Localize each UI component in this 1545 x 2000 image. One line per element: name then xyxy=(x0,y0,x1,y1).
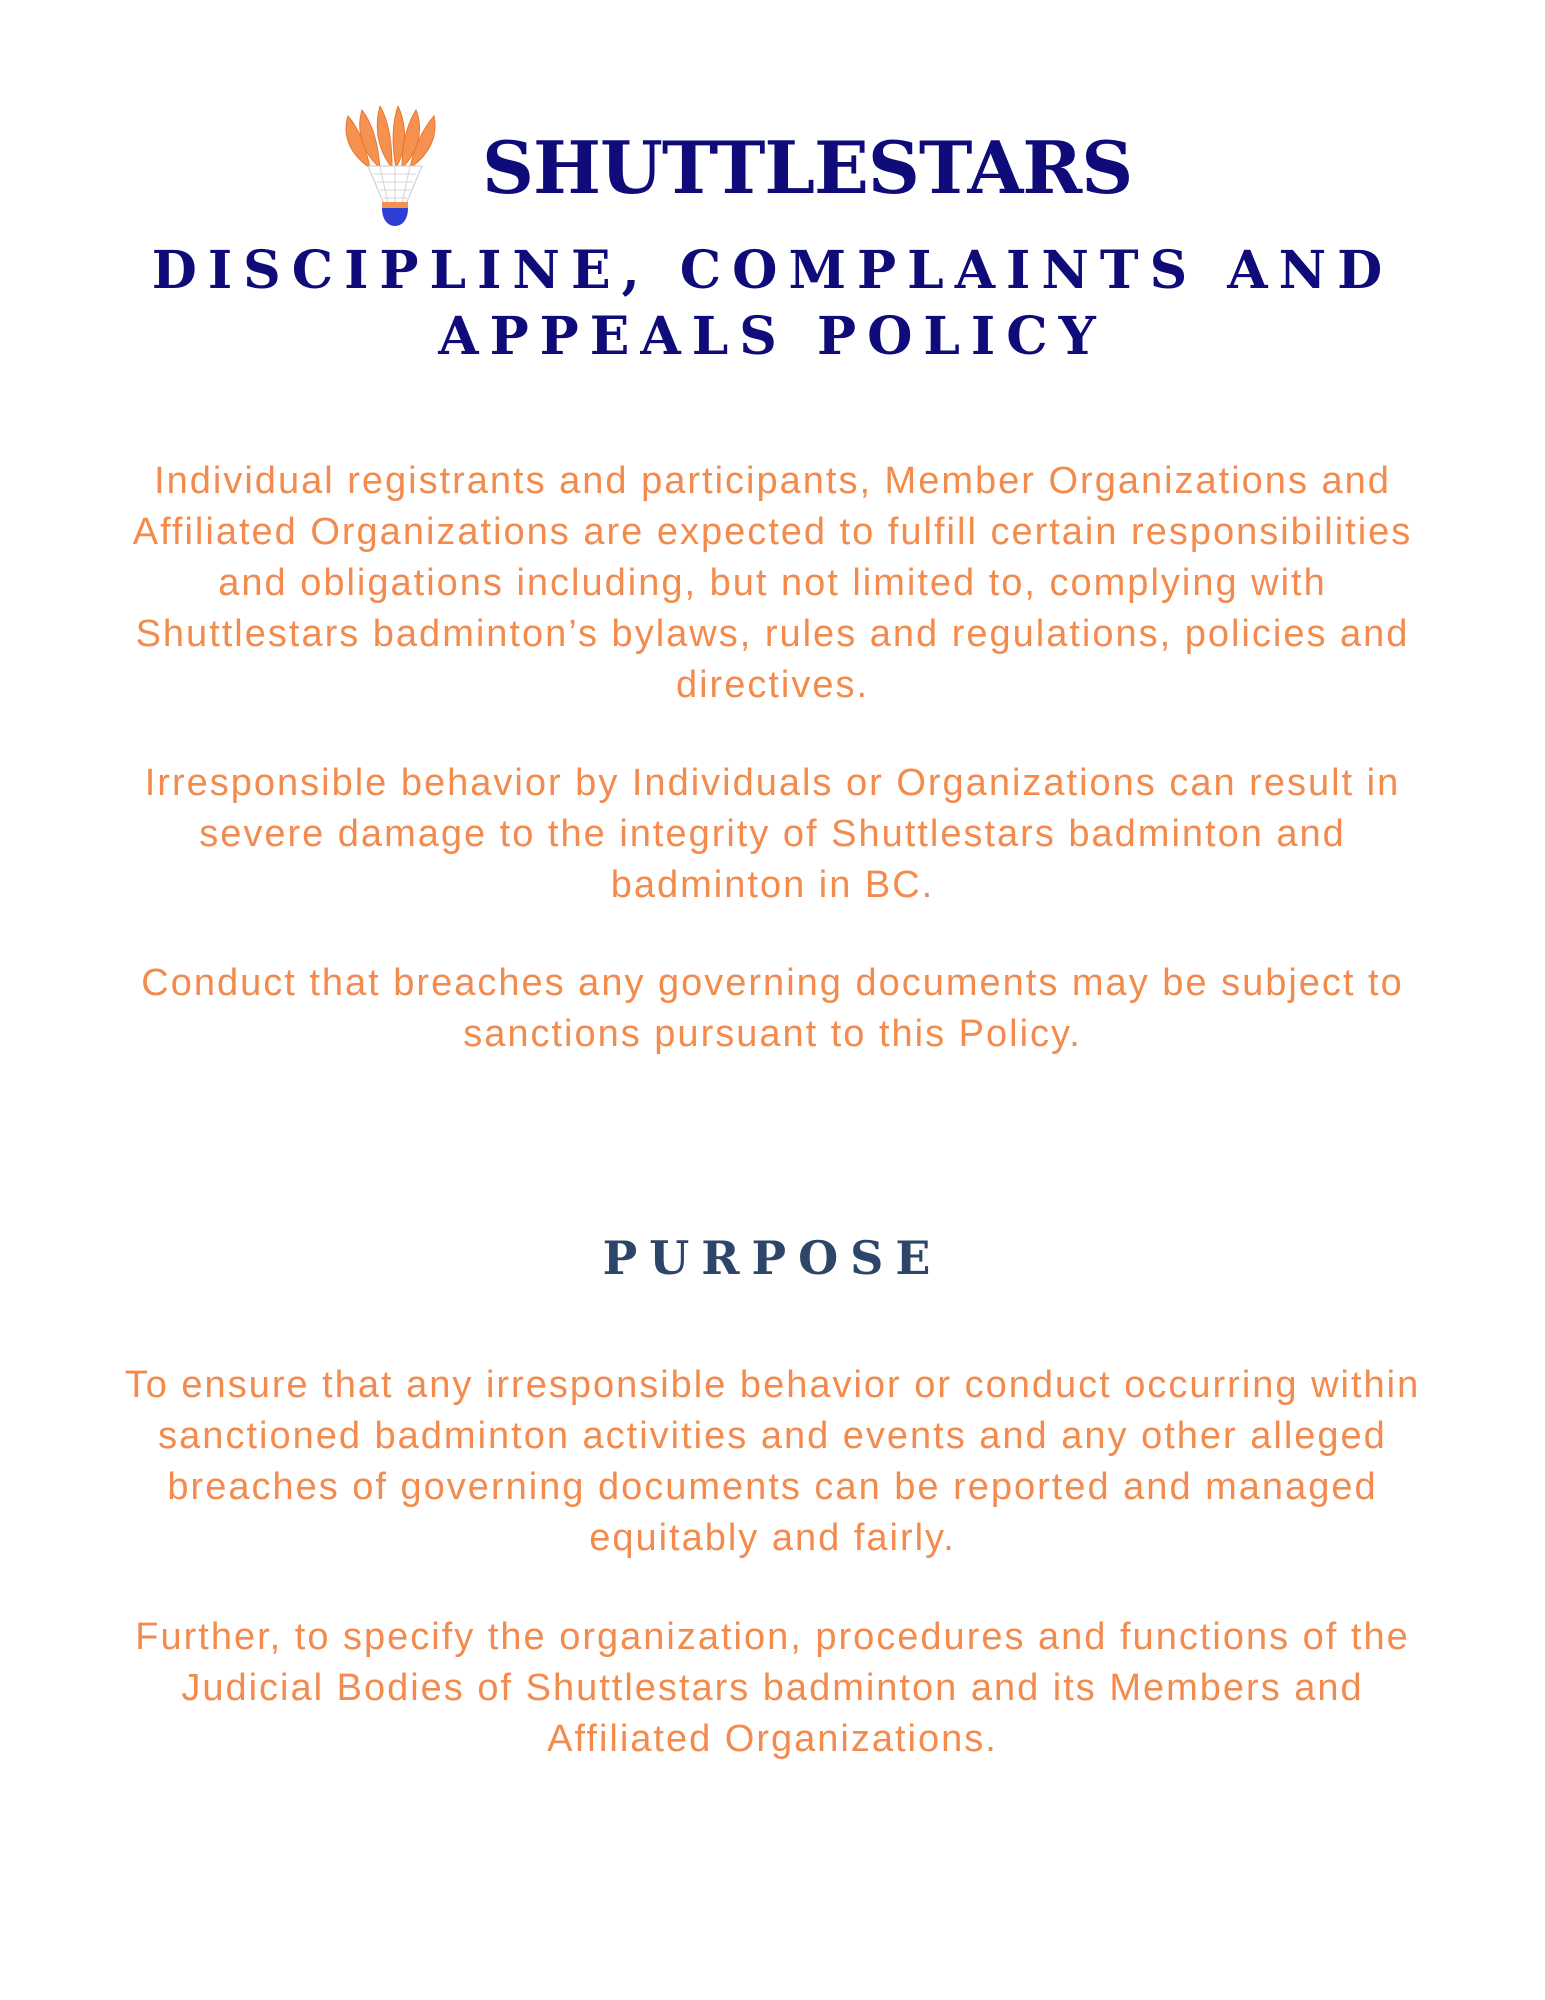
purpose-heading: PURPOSE xyxy=(602,1231,943,1285)
purpose-paragraph: Further, to specify the organization, procedures and functions of the Judicial Bodies of Shuttlestars badminton and its Members and Affiliated Organizations. xyxy=(135,1616,1410,1760)
document-title xyxy=(0,238,1545,370)
shuttlecock-icon xyxy=(340,106,450,226)
intro-paragraph: Individual registrants and participants, Member Organizations and Affiliated Organizations are expected to fulfill certain responsibilities and obligations including, but not limited to, complying with Shuttlestars badminton’s bylaws, rules and regulations, policies and directives. xyxy=(132,460,1413,706)
header xyxy=(0,100,1545,230)
document-title-line: APPEALS POLICY xyxy=(438,306,1107,367)
purpose-paragraph: To ensure that any irresponsible behavior or conduct occurring within sanctioned badminton activities and events and any other alleged breaches of governing documents can be reported and managed equitably and fairly. xyxy=(124,1364,1421,1559)
intro-paragraph: Irresponsible behavior by Individuals or Organizations can result in severe damage to the integrity of Shuttlestars badminton and badminton in BC. xyxy=(144,762,1401,906)
brand-name: SHUTTLESTARS xyxy=(482,125,1133,210)
intro-paragraph: Conduct that breaches any governing documents may be subject to sanctions pursuant to this Policy. xyxy=(141,962,1404,1055)
document-title-line: DISCIPLINE, COMPLAINTS AND xyxy=(151,240,1394,301)
